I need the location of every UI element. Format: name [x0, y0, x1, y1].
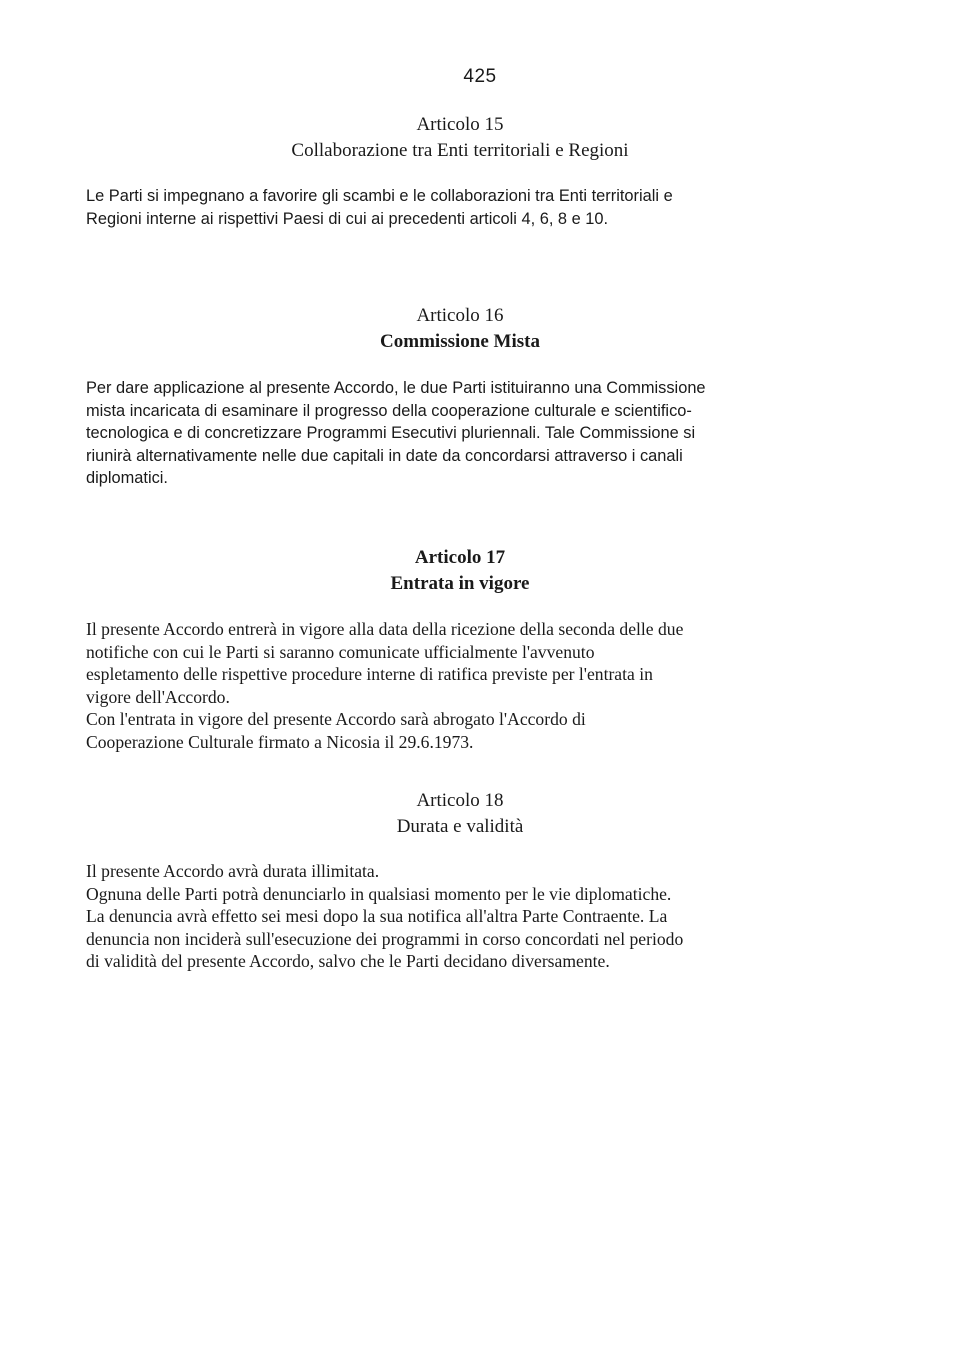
article-16-heading — [0, 303, 920, 355]
article-16-line: riunirà alternativamente nelle due capitali in date da concordarsi attraverso i canali — [86, 446, 683, 465]
article-17-line: Cooperazione Culturale firmato a Nicosia il 29.6.1973. — [86, 731, 474, 752]
article-18-number: Articolo 18 — [416, 790, 504, 811]
article-16-line: Per dare applicazione al presente Accordo, le due Parti istituiranno una Commissione — [86, 379, 706, 397]
article-18-line: Ognuna delle Parti potrà denunciarlo in qualsiasi momento per le vie diplomatiche. — [86, 883, 672, 904]
article-15-title: Collaborazione tra Enti territoriali e Regioni — [291, 140, 629, 161]
page-number: 425 — [463, 66, 497, 87]
article-15-heading — [0, 112, 920, 164]
article-15-body — [86, 185, 840, 230]
article-15-line: Le Parti si impegnano a favorire gli scambi e le collaborazioni tra Enti territoriali e — [86, 187, 673, 205]
article-18-line: di validità del presente Accordo, salvo che le Parti decidano diversamente. — [86, 951, 610, 971]
article-15-line: Regioni interne ai rispettivi Paesi di cui ai precedenti articoli 4, 6, 8 e 10. — [86, 209, 609, 228]
article-16-number: Articolo 16 — [416, 305, 504, 326]
article-16-line: diplomatici. — [86, 469, 168, 487]
article-16-line: tecnologica e di concretizzare Programmi Esecutivi pluriennali. Tale Commissione si — [86, 424, 696, 442]
article-15-number: Articolo 15 — [416, 114, 504, 135]
article-17-line: espletamento delle rispettive procedure interne di ratifica previste per l'entrata in — [86, 664, 653, 684]
article-16-line: mista incaricata di esaminare il progresso della cooperazione culturale e scientifico- — [86, 401, 692, 420]
article-17-heading — [0, 545, 920, 597]
article-17-title: Entrata in vigore — [390, 573, 530, 594]
article-18-body — [86, 860, 840, 973]
article-18-line: La denuncia avrà effetto sei mesi dopo la sua notifica all'altra Parte Contraente. La — [86, 906, 668, 926]
article-17-line: Con l'entrata in vigore del presente Accordo sarà abrogato l'Accordo di — [86, 709, 586, 729]
article-17-number: Articolo 17 — [414, 547, 506, 568]
article-16-body — [86, 377, 840, 490]
article-17-line: Il presente Accordo entrerà in vigore alla data della ricezione della seconda delle due — [86, 619, 684, 639]
article-18-line: Il presente Accordo avrà durata illimitata. — [86, 861, 380, 881]
article-17-body — [86, 618, 840, 753]
article-17-line: notifiche con cui le Parti si saranno comunicate ufficialmente l'avvenuto — [86, 641, 595, 662]
article-18-heading — [0, 788, 920, 840]
article-17-line: vigore dell'Accordo. — [86, 686, 230, 707]
article-18-line: denuncia non inciderà sull'esecuzione dei programmi in corso concordati nel periodo — [86, 928, 684, 949]
article-16-title: Commissione Mista — [380, 331, 540, 352]
article-18-title: Durata e validità — [396, 816, 524, 837]
